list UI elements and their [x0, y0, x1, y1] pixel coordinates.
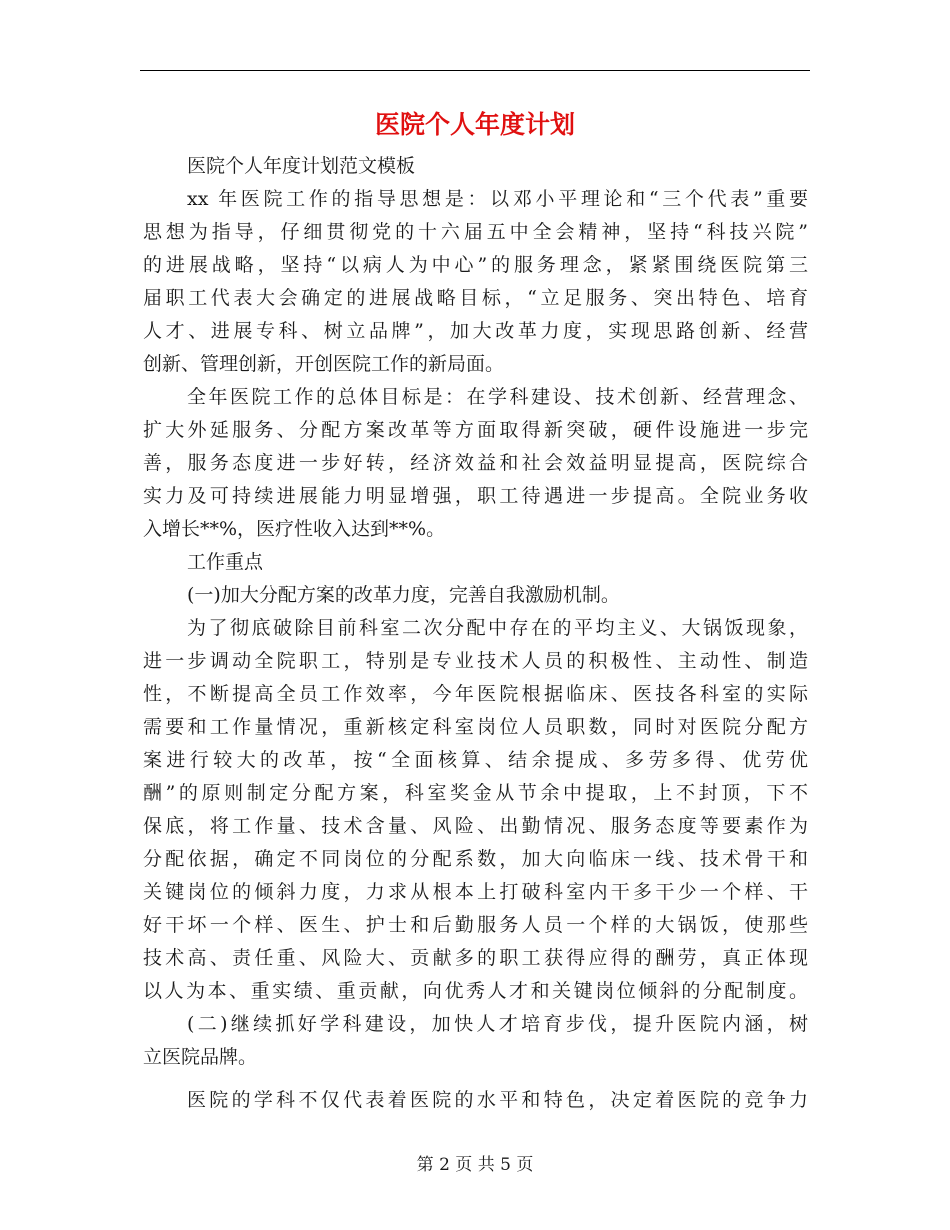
text-line: 进一步调动全院职工，特别是专业技术人员的积极性、主动性、制造 [143, 650, 808, 672]
text-line: 性，不断提高全员工作效率，今年医院根据临床、医技各科室的实际 [143, 683, 808, 705]
text-line: 医院的学科不仅代表着医院的水平和特色，决定着医院的竞争力 [187, 1089, 808, 1111]
text-line: (二)继续抓好学科建设，加快人才培育步伐，提升医院内涵，树 [187, 1013, 808, 1035]
text-line: 届职工代表大会确定的进展战略目标，“立足服务、突出特色、培育 [143, 287, 808, 309]
text-line: 创新、管理创新，开创医院工作的新局面。 [143, 353, 505, 375]
text-line: 关键岗位的倾斜力度，力求从根本上打破科室内干多干少一个样、干 [143, 881, 808, 903]
text-line: 的进展战略，坚持“以病人为中心”的服务理念，紧紧围绕医院第三 [143, 254, 808, 276]
document-body [143, 150, 808, 1117]
text-line: 好干坏一个样、医生、护士和后勤服务人员一个样的大锅饭，使那些 [143, 914, 808, 936]
header-rule [140, 70, 810, 71]
text-line: 分配依据，确定不同岗位的分配系数，加大向临床一线、技术骨干和 [143, 848, 808, 870]
text-line: 实力及可持续进展能力明显增强，职工待遇进一步提高。全院业务收 [143, 485, 808, 507]
text-line: 思想为指导，仔细贯彻党的十六届五中全会精神，坚持“科技兴院” [143, 221, 808, 243]
text-line: 案进行较大的改革，按“全面核算、结余提成、多劳多得、优劳优 [143, 749, 808, 771]
text-line: 扩大外延服务、分配方案改革等方面取得新突破，硬件设施进一步完 [143, 419, 808, 441]
text-line: 入增长**%，医疗性收入达到**%。 [143, 518, 446, 540]
text-line: 工作重点 [187, 551, 264, 573]
text-line: 医院个人年度计划范文模板 [187, 155, 416, 177]
text-line: 善，服务态度进一步好转，经济效益和社会效益明显提高，医院综合 [143, 452, 808, 474]
text-line: 酬”的原则制定分配方案，科室奖金从节余中提取，上不封顶，下不 [143, 782, 808, 804]
text-line: 立医院品牌。 [143, 1046, 258, 1068]
text-line: 以人为本、重实绩、重贡献，向优秀人才和关键岗位倾斜的分配制度。 [143, 980, 808, 1002]
document-title: 医院个人年度计划 [374, 110, 575, 139]
text-line: 保底，将工作量、技术含量、风险、出勤情况、服务态度等要素作为 [143, 815, 808, 837]
text-line: 人才、进展专科、树立品牌”，加大改革力度，实现思路创新、经营 [143, 320, 808, 342]
text-line: xx 年医院工作的指导思想是：以邓小平理论和“三个代表”重要 [187, 188, 808, 210]
text-line: 技术高、责任重、风险大、贡献多的职工获得应得的酬劳，真正体现 [143, 947, 808, 969]
page-footer: 第 2 页 共 5 页 [416, 1155, 534, 1175]
text-line: 全年医院工作的总体目标是：在学科建设、技术创新、经营理念、 [187, 386, 808, 408]
text-line: 为了彻底破除目前科室二次分配中存在的平均主义、大锅饭现象， [187, 617, 808, 639]
text-line: 需要和工作量情况，重新核定科室岗位人员职数，同时对医院分配方 [143, 716, 808, 738]
text-line: (一)加大分配方案的改革力度，完善自我激励机制。 [187, 584, 620, 606]
